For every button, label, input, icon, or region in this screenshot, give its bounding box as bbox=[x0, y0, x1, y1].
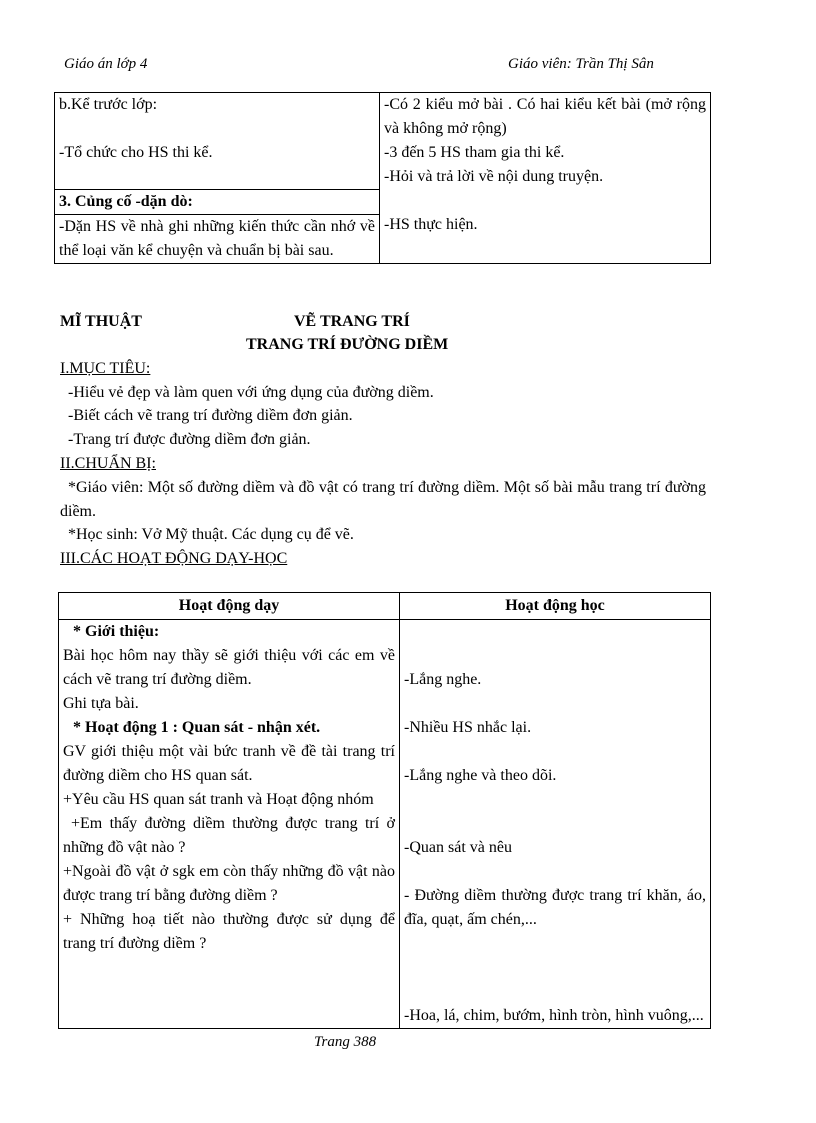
activity-table bbox=[58, 592, 711, 1029]
objective-item: -Trang trí được đường diềm đơn giản. bbox=[68, 431, 311, 448]
activity-table-continued bbox=[54, 92, 711, 264]
student-step: - Đường diềm thường được trang trí khăn, áo, đĩa, quạt, ấm chén,... bbox=[404, 887, 706, 928]
lesson-title-2: TRANG TRÍ ĐƯỜNG DIỀM bbox=[246, 336, 449, 353]
header-right: Giáo viên: Trần Thị Sân bbox=[508, 56, 654, 72]
wrapup-heading: 3. Củng cố -dặn dò: bbox=[59, 193, 193, 210]
student-step: -Lắng nghe và theo dõi. bbox=[404, 767, 557, 784]
right-line: -Có 2 kiểu mở bài . Có hai kiểu kết bài (mở rộng và không mở rộng) bbox=[384, 96, 706, 137]
student-activities bbox=[400, 620, 711, 1029]
activity1-heading: * Hoạt động 1 : Quan sát - nhận xét. bbox=[73, 719, 321, 736]
wrapup-cell bbox=[55, 190, 380, 264]
teacher-step: Bài học hôm nay thầy sẽ giới thiệu với các em về cách vẽ trang trí đường diềm. bbox=[63, 647, 395, 688]
student-step: -Lắng nghe. bbox=[404, 671, 482, 688]
teacher-step: +Ngoài đồ vật ở sgk em còn thấy những đồ vật nào được trang trí bằng đường diềm ? bbox=[63, 863, 395, 904]
teacher-step: GV giới thiệu một vài bức tranh về đề tài trang trí đường diềm cho HS quan sát. bbox=[63, 743, 395, 784]
section-objectives-heading: I.MỤC TIÊU: bbox=[60, 360, 151, 377]
section-prep-heading: II.CHUẨN BỊ: bbox=[60, 455, 156, 472]
prep-teacher: *Giáo viên: Một số đường diềm và đồ vật có trang trí đường diềm. Một số bài mẫu trang trí đường diềm. bbox=[60, 479, 706, 520]
student-step: -Nhiều HS nhắc lại. bbox=[404, 719, 532, 736]
right-line: -HS thực hiện. bbox=[384, 216, 478, 233]
teacher-column-cell bbox=[55, 93, 380, 190]
intro-heading: * Giới thiệu: bbox=[73, 623, 160, 640]
right-line: -3 đến 5 HS tham gia thi kể. bbox=[384, 144, 565, 161]
student-step: -Quan sát và nêu bbox=[404, 839, 512, 856]
section-activities-heading: III.CÁC HOẠT ĐỘNG DẠY-HỌC bbox=[60, 550, 288, 567]
prep-student: *Học sinh: Vở Mỹ thuật. Các dụng cụ để vẽ. bbox=[68, 526, 354, 543]
teacher-step: + Những hoạ tiết nào thường được sử dụng để trang trí đường diềm ? bbox=[63, 911, 395, 952]
lesson-title-1: VẼ TRANG TRÍ bbox=[294, 313, 410, 330]
subject-label: MĨ THUẬT bbox=[60, 313, 142, 330]
left-line: -Tổ chức cho HS thi kể. bbox=[59, 144, 213, 161]
student-column-cell bbox=[380, 93, 711, 264]
teacher-step: +Yêu cầu HS quan sát tranh và Hoạt động nhóm bbox=[63, 791, 374, 808]
header-left: Giáo án lớp 4 bbox=[64, 56, 148, 72]
teacher-activities bbox=[59, 620, 400, 1029]
student-step: -Hoa, lá, chim, bướm, hình tròn, hình vuông,... bbox=[404, 1007, 704, 1024]
teacher-column-header: Hoạt động dạy bbox=[59, 593, 400, 620]
left-line: b.Kể trước lớp: bbox=[59, 96, 158, 113]
objective-item: -Biết cách vẽ trang trí đường diềm đơn giản. bbox=[68, 407, 353, 424]
objective-item: -Hiểu vẻ đẹp và làm quen với ứng dụng của đường diềm. bbox=[68, 384, 434, 401]
right-line: -Hỏi và trả lời về nội dung truyện. bbox=[384, 168, 604, 185]
page-number: Trang 388 bbox=[314, 1034, 377, 1050]
student-column-header: Hoạt động học bbox=[400, 593, 711, 620]
teacher-step: Ghi tựa bài. bbox=[63, 695, 139, 712]
wrapup-text: -Dặn HS về nhà ghi những kiến thức cần nhớ về thể loại văn kể chuyện và chuẩn bị bài sau. bbox=[59, 218, 375, 259]
teacher-step: +Em thấy đường diềm thường được trang trí ở những đồ vật nào ? bbox=[63, 815, 395, 856]
